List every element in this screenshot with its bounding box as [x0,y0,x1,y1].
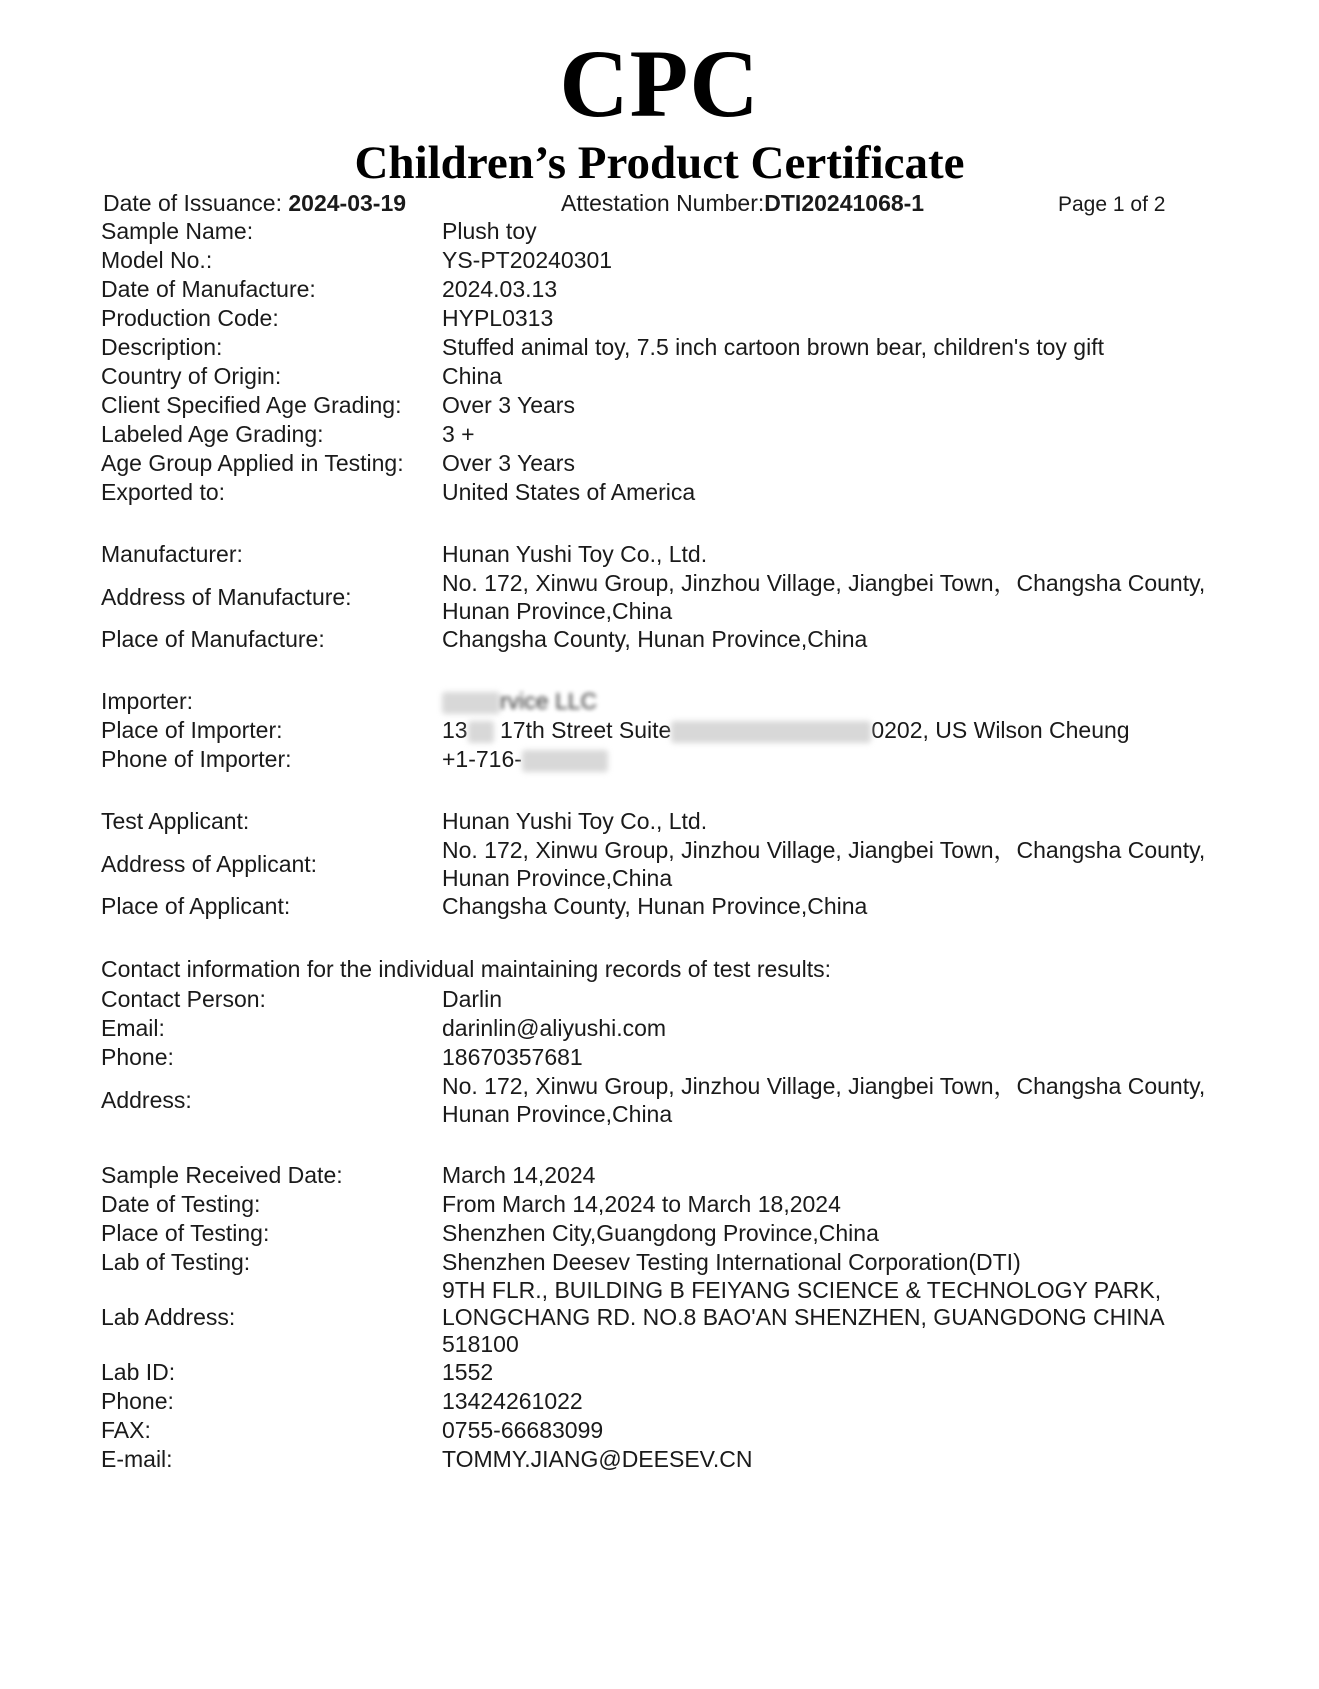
section-gap [101,1128,1231,1161]
manufacturer-place-row: Place of Manufacture: Changsha County, Hunan Province,China [101,626,868,652]
certificate-fields [101,217,1231,1474]
attestation-number: Attestation Number:DTI20241068-1 [561,190,925,216]
issuance-date-value: 2024-03-19 [288,190,407,216]
testing-row: Lab of Testing: Shenzhen Deesev Testing International Corporation(DTI) [101,1249,1021,1275]
manufacturer-row: Manufacturer: Hunan Yushi Toy Co., Ltd. [101,541,708,567]
applicant-place-row: Place of Applicant: Changsha County, Hunan Province,China [101,893,868,919]
importer-phone-row: Phone of Importer: +1-716- [101,745,1231,774]
contact-phone-row: Phone: 18670357681 [101,1044,583,1070]
applicant-address-row: Address of Applicant: No. 172, Xinwu Group, Jinzhou Village, Jiangbei Town，Changsha County, Hunan Province,China [101,837,1206,891]
section-gap [101,507,1231,540]
section-gap [101,921,1231,954]
field-row: Description: Stuffed animal toy, 7.5 inch cartoon brown bear, children's toy gift [101,334,1104,360]
lab-row: E-mail: TOMMY.JIANG@DEESEV.CN [101,1446,753,1472]
testing-row: Sample Received Date: March 14,2024 [101,1162,596,1188]
attestation-number-value: DTI20241068-1 [764,190,925,216]
field-row: Labeled Age Grading: 3 + [101,421,475,447]
lab-row: FAX: 0755-66683099 [101,1417,604,1443]
contact-person-row: Contact Person: Darlin [101,986,503,1012]
section-gap [101,654,1231,687]
contact-heading: Contact information for the individual maintaining records of test results: [101,956,831,982]
testing-row: Date of Testing: From March 14,2024 to March 18,2024 [101,1191,841,1217]
page-indicator: Page 1 of 2 [1058,193,1166,216]
field-row: Age Group Applied in Testing: Over 3 Years [101,450,575,476]
lab-address-row: Lab Address: 9TH FLR., BUILDING B FEIYANG SCIENCE & TECHNOLOGY PARK, LONGCHANG RD. NO.8 BAO'AN SHENZHEN, GUANGDONG CHINA 518100 [101,1277,1164,1357]
field-row: Exported to: United States of America [101,479,696,505]
field-row: Sample Name: Plush toy [101,218,537,244]
applicant-row: Test Applicant: Hunan Yushi Toy Co., Ltd. [101,808,708,834]
redaction-blur [671,721,871,743]
field-row: Date of Manufacture: 2024.03.13 [101,276,558,302]
field-row: Client Specified Age Grading: Over 3 Years [101,392,575,418]
section-gap [101,774,1231,807]
redacted-text: rvice LLC [500,688,598,714]
lab-row: Phone: 13424261022 [101,1388,583,1414]
doc-title: Children’s Product Certificate [354,137,965,189]
field-row: Production Code: HYPL0313 [101,305,554,331]
importer-place-row: Place of Importer: 13 17th Street Suite 0202, US Wilson Cheung [101,717,1130,743]
issuance-date: Date of Issuance: 2024-03-19 [103,190,407,216]
manufacturer-address-row: Address of Manufacture: No. 172, Xinwu Group, Jinzhou Village, Jiangbei Town，Changsha County, Hunan Province,China [101,570,1206,624]
importer-row: Importer: rvice LLC [101,688,598,714]
redaction-blur [442,692,500,714]
field-row: Country of Origin: China [101,363,503,389]
redaction-blur [468,721,494,743]
lab-row: Lab ID: 1552 [101,1359,494,1385]
contact-email-row: Email: darinlin@aliyushi.com [101,1015,667,1041]
field-row: Model No.: YS-PT20240301 [101,247,613,273]
redaction-blur [522,750,608,772]
testing-row: Place of Testing: Shenzhen City,Guangdong Province,China [101,1220,879,1246]
contact-address-row: Address: No. 172, Xinwu Group, Jinzhou Village, Jiangbei Town，Changsha County, Hunan Province,China [101,1073,1206,1127]
doc-title-abbr: CPC [559,30,760,137]
